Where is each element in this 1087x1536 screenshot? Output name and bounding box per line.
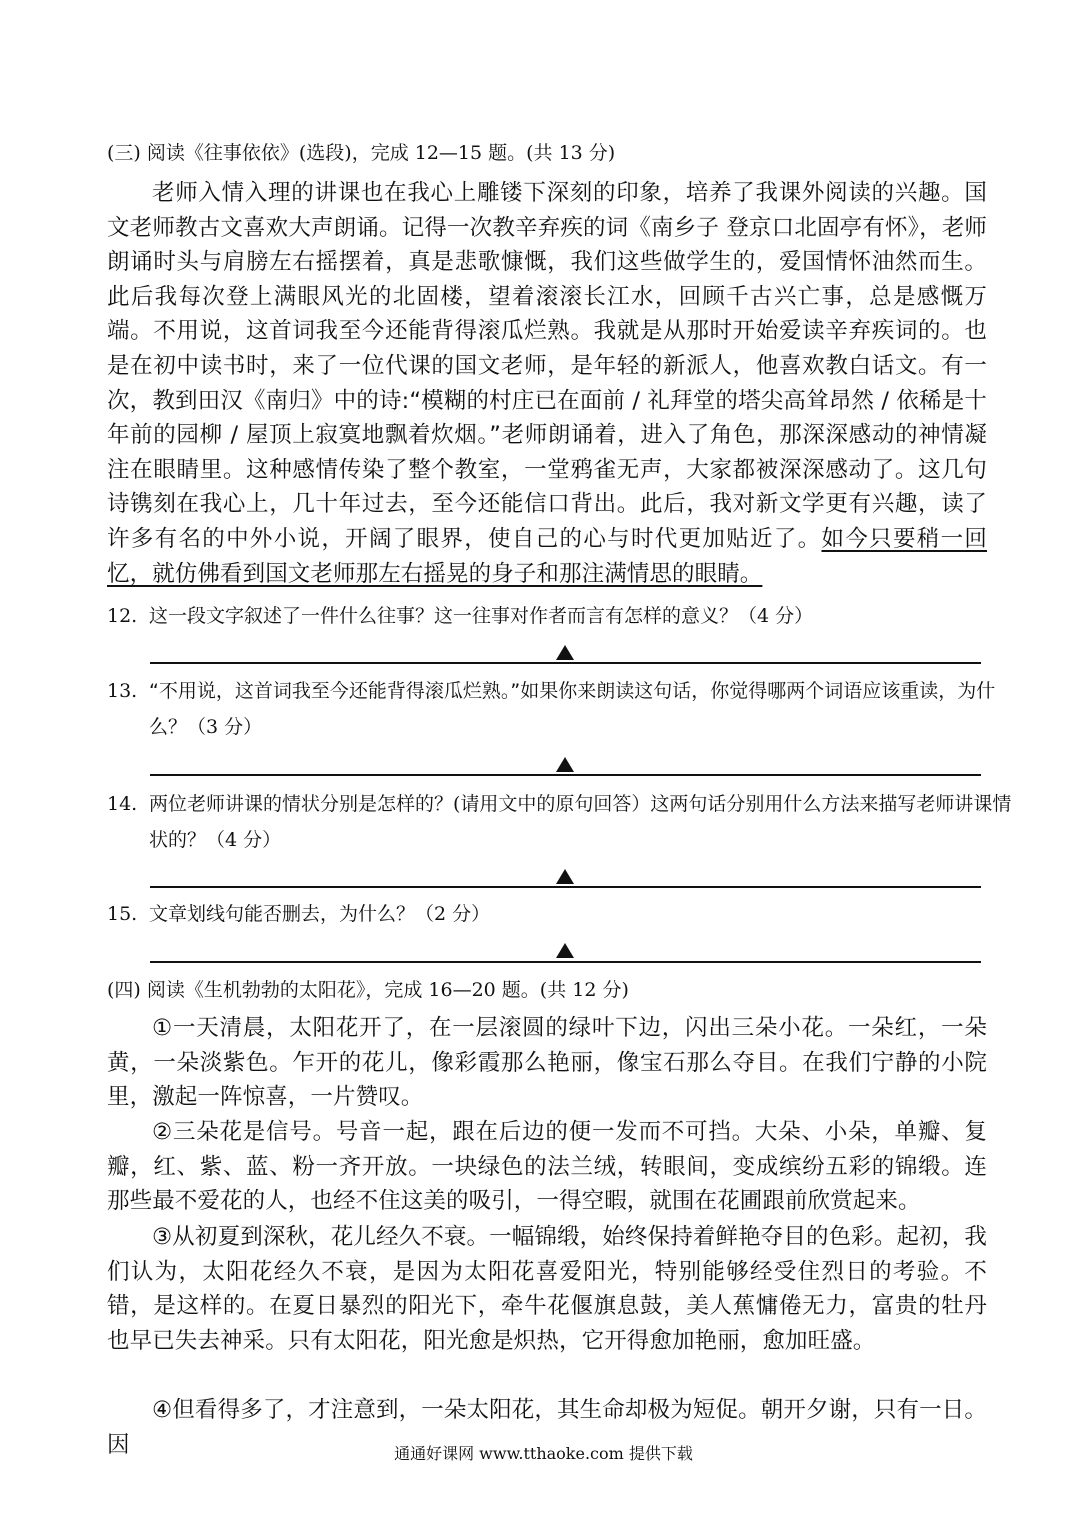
answer-marker-triangle-icon (556, 645, 574, 660)
section-3-passage (107, 176, 987, 591)
question-number: 13. (107, 680, 138, 702)
answer-marker-triangle-icon (556, 757, 574, 772)
answer-marker-triangle-icon (556, 869, 574, 884)
question-number: 14. (107, 793, 138, 815)
section-4-paragraph-3: ③从初夏到深秋，花儿经久不衰。一幅锦缎，始终保持着鲜艳夺目的色彩。起初，我们认为，太阳花经久不衰，是因为太阳花喜爱阳光，特别能够经受住烈日的考验。不错，是这样的。在夏日暴烈的阳光下，牵牛花偃旗息鼓，美人蕉慵倦无力，富贵的牡丹也早已失去神采。只有太阳花，阳光愈是炽热，它开得愈加艳丽，愈加旺盛。 (107, 1224, 987, 1354)
question-14 (107, 786, 1029, 858)
section-4-paragraph-1: ①一天清晨，太阳花开了，在一层滚圆的绿叶下边，闪出三朵小花。一朵红，一朵黄，一朵淡紫色。乍开的花儿，像彩霞那么艳丽，像宝石那么夺目。在我们宁静的小院里，激起一阵惊喜，一片赞叹。 (107, 1015, 987, 1111)
question-text: 文章划线句能否删去，为什么？（2 分） (149, 903, 491, 925)
section-4-title: (四) 阅读《生机勃勃的太阳花》，完成 16—20 题。(共 12 分) (107, 979, 629, 1001)
answer-line[interactable] (150, 774, 981, 776)
section-3-title: (三) 阅读《往事依依》(选段)，完成 12—15 题。(共 13 分) (107, 142, 616, 164)
question-text: 这一段文字叙述了一件什么往事？这一往事对作者而言有怎样的意义？（4 分） (149, 605, 814, 627)
answer-line[interactable] (150, 662, 981, 664)
question-text: 如果你来朗读这句话，你觉得哪两个词语应该重读，为什么？（3 分） (149, 680, 996, 738)
section-4-paragraph-2: ②三朵花是信号。号音一起，跟在后边的便一发而不可挡。大朵、小朵，单瓣、复瓣，红、紫、蓝、粉一齐开放。一块绿色的法兰绒，转眼间，变成缤纷五彩的锦缎。连那些最不爱花的人，也经不住这美的吸引，一得空暇，就围在花圃跟前欣赏起来。 (107, 1119, 987, 1215)
footer-credit: 通通好课网 www.tthaoke.com 提供下载 (394, 1444, 693, 1463)
section-4-paragraph-4: ④但看得多了，才注意到，一朵太阳花，其生命却极为短促。朝开夕谢，只有一日。因 (107, 1397, 987, 1458)
question-number: 15. (107, 903, 138, 925)
answer-line[interactable] (150, 961, 981, 963)
question-15 (107, 896, 1029, 932)
question-text: 两位老师讲课的情状分别是怎样的？(请用文中的原句回答）这两句话分别用什么方法来描写老师讲课情状的？（4 分） (149, 793, 1012, 851)
question-quote: “不用说，这首词我至今还能背得滚瓜烂熟。” (149, 680, 521, 702)
answer-line[interactable] (150, 886, 981, 888)
answer-marker-triangle-icon (556, 943, 574, 958)
question-12 (107, 598, 1029, 634)
question-13 (107, 673, 1029, 745)
question-number: 12. (107, 605, 138, 627)
underlined-sentence: 如今只要稍一回忆，就仿佛看到国文老师那左右摇晃的身子和那注满情思的眼睛。 (107, 525, 987, 587)
passage-text: 老师入情入理的讲课也在我心上雕镂下深刻的印象，培养了我课外阅读的兴趣。国文老师教古文喜欢大声朗诵。记得一次教辛弃疾的词《南乡子 登京口北固亭有怀》，老师朗诵时头与肩膀左右摇摆着，真是悲歌慷慨，我们这些做学生的，爱国情怀油然而生。此后我每次登上满眼风光的北固楼，望着滚滚长江水，回顾千古兴亡事，总是感慨万端。不用说，这首词我至今还能背得滚瓜烂熟。我就是从那时开始爱读辛弃疾词的。也是在初中读书时，来了一位代课的国文老师，是年轻的新派人，他喜欢教白话文。有一次，教到田汉《南归》中的诗:“模糊的村庄已在面前 / 礼拜堂的塔尖高耸昂然 / 依稀是十年前的园柳 / 屋顶上寂寞地飘着炊烟。”老师朗诵着，进入了角色，那深深感动的神情凝注在眼睛里。这种感情传染了整个教室，一堂鸦雀无声，大家都被深深感动了。这几句诗镌刻在我心上，几十年过去，至今还能信口背出。此后，我对新文学更有兴趣，读了许多有名的中外小说，开阔了眼界，使自己的心与时代更加贴近了。 (107, 180, 987, 552)
